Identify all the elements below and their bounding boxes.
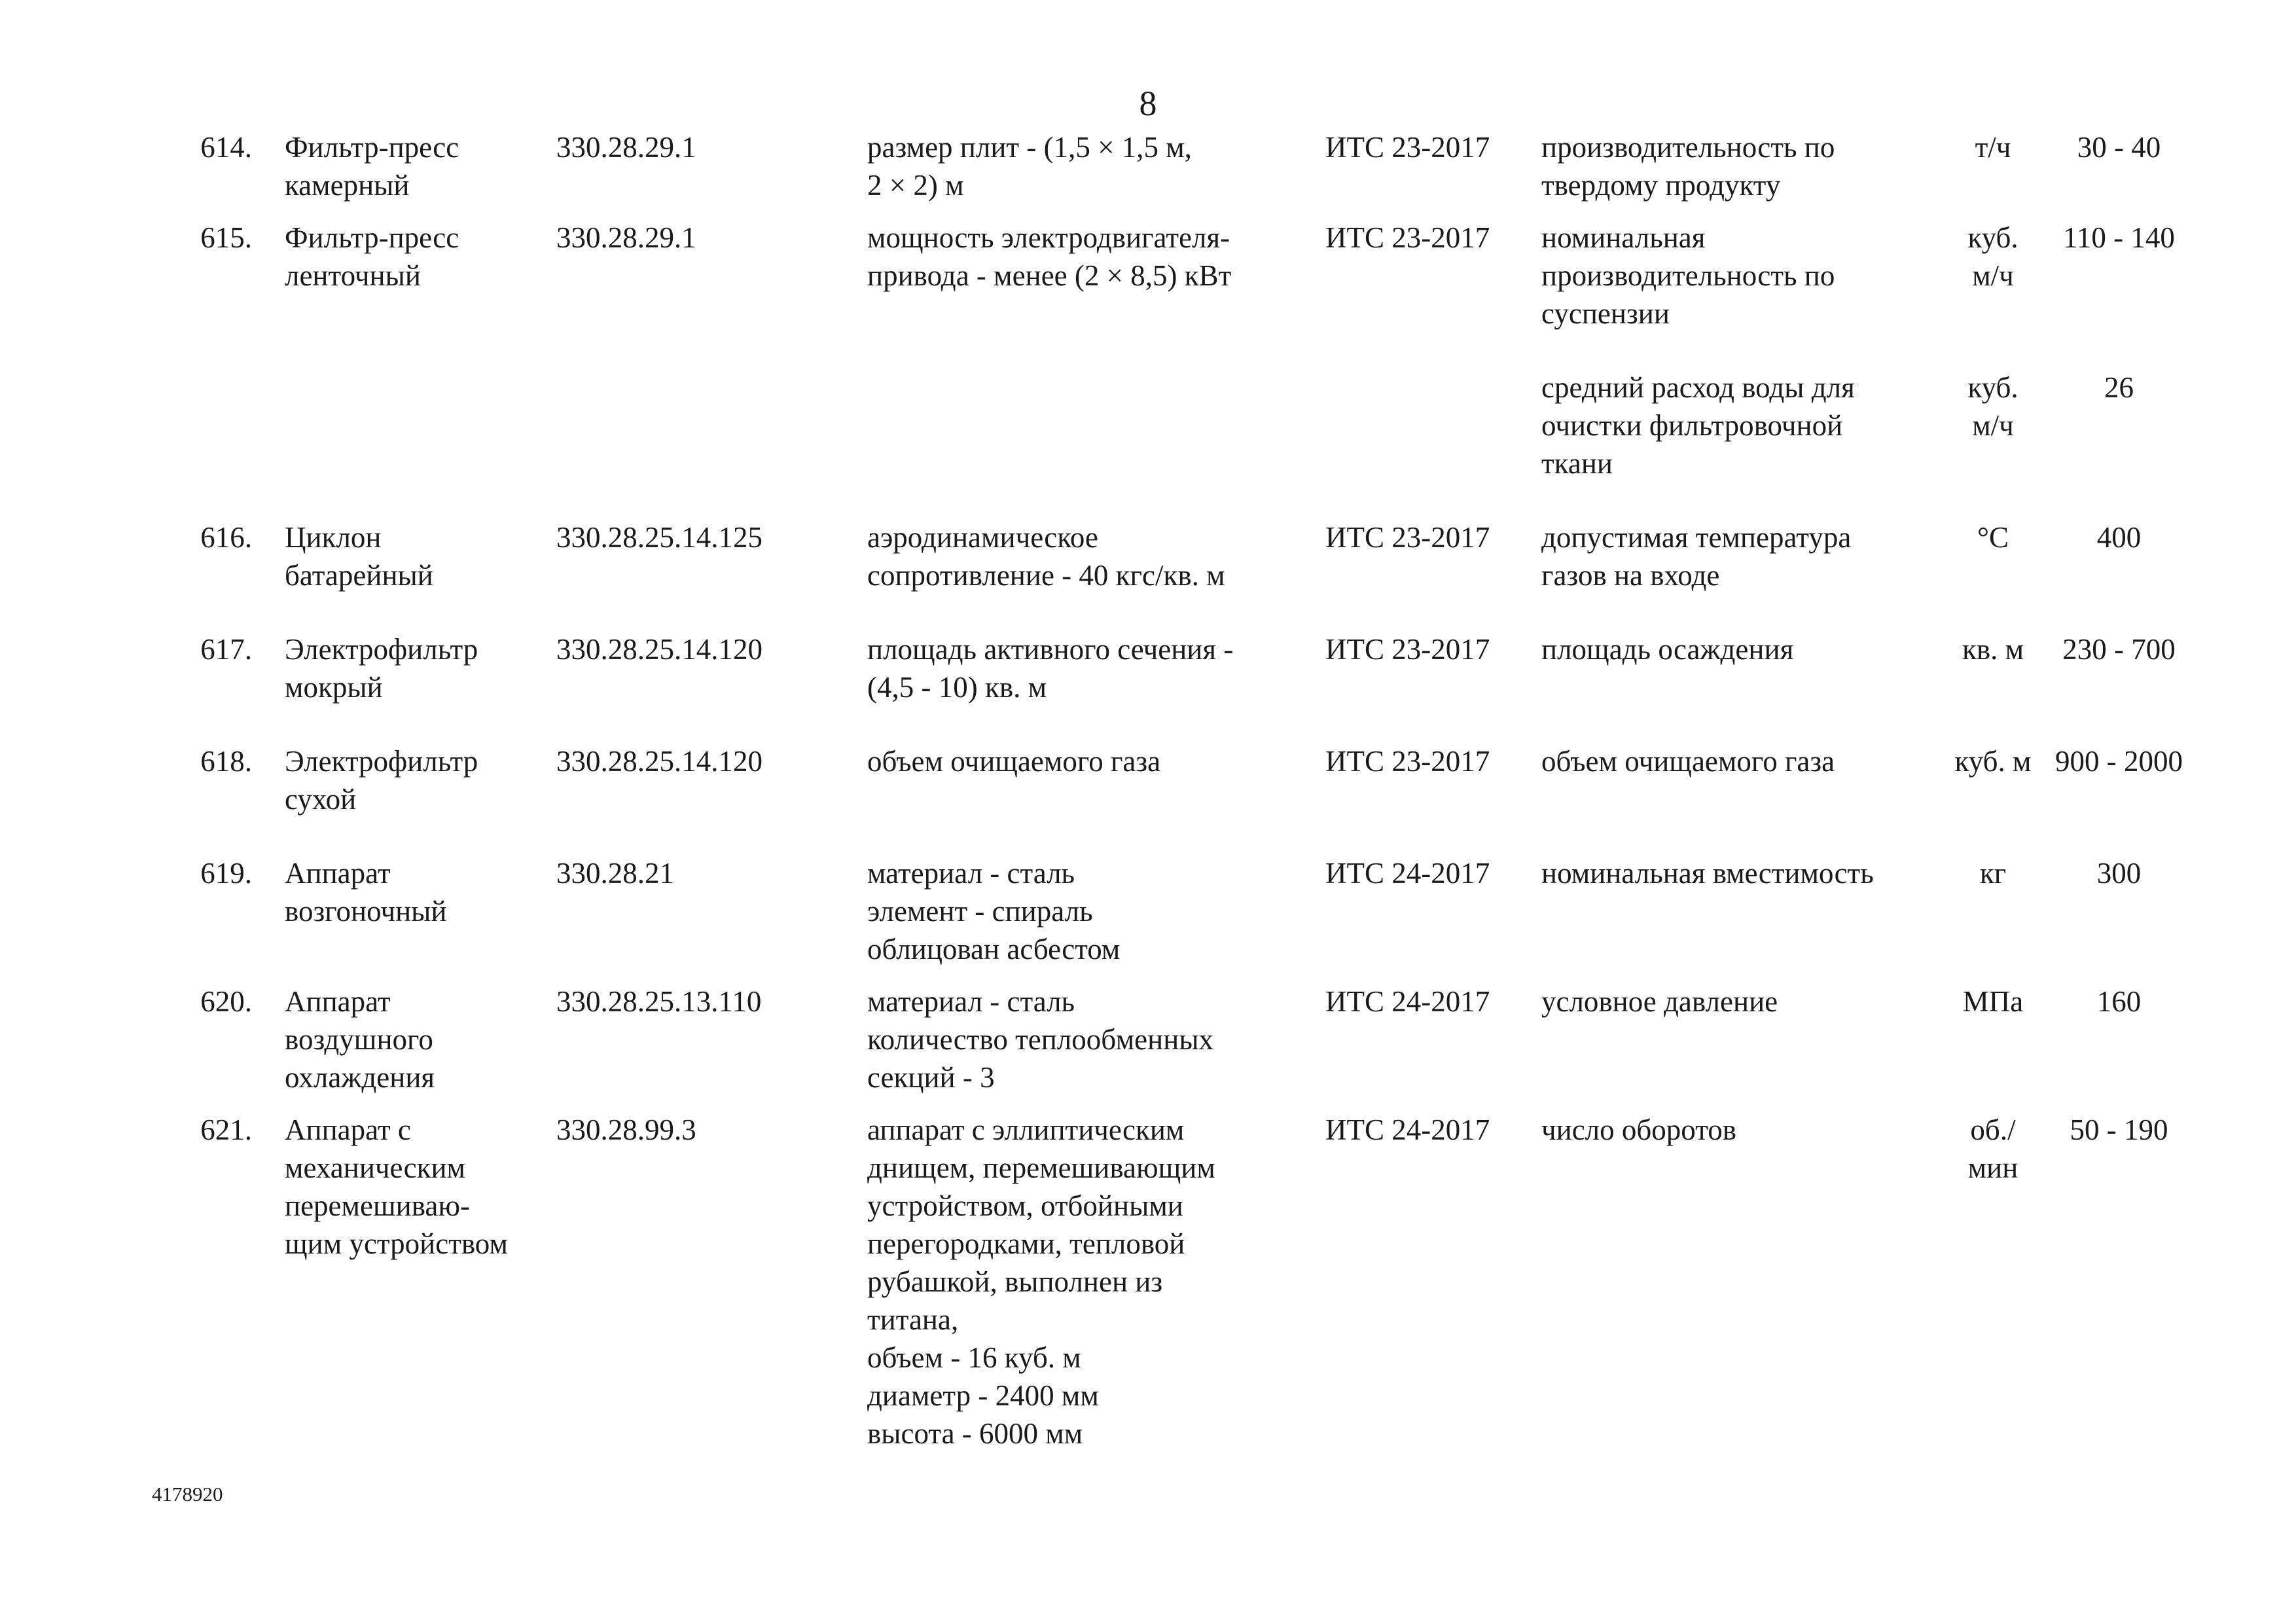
parameter-name: объем очищаемого газа (1541, 745, 1835, 778)
table-row (154, 128, 2199, 219)
okpd-code: 330.28.29.1 (556, 131, 696, 164)
equipment-name (285, 369, 556, 518)
okpd-code: 330.28.29.1 (556, 221, 696, 254)
row-number: 615. (200, 221, 252, 254)
document-code: 4178920 (152, 1483, 223, 1506)
parameter-unit: т/ч (1975, 131, 2011, 164)
equipment-description: материал - сталь элемент - спираль облицован асбестом (867, 857, 1121, 965)
equipment-name: Электрофильтр сухой (285, 745, 478, 816)
table-row (154, 369, 2199, 518)
okpd-code: 330.28.21 (556, 857, 674, 890)
okpd-code: 330.28.25.14.120 (556, 745, 762, 778)
page-number: 8 (1139, 84, 1157, 123)
parameter-unit: МПа (1962, 985, 2024, 1018)
parameter-name: номинальная вместимость (1541, 857, 1874, 890)
equipment-name: Фильтр-пресс камерный (285, 131, 459, 202)
row-number: 619. (200, 857, 252, 890)
equipment-description: материал - сталь количество теплообменных секций - 3 (867, 985, 1214, 1094)
parameter-value: 300 (2096, 857, 2142, 890)
equipment-description: аппарат с эллиптическим днищем, перемешивающим устройством, отбойными перегородками, тепловой рубашкой, выполнен из титана, объем - 16 куб. м диаметр - 2400 мм высота - 6000 мм (867, 1113, 1215, 1450)
parameter-unit: куб. м/ч (1967, 371, 2018, 442)
parameter-value: 30 - 40 (2077, 131, 2161, 164)
row-number: 617. (200, 633, 252, 666)
okpd-code (556, 369, 867, 518)
equipment-name: Электрофильтр мокрый (285, 633, 478, 704)
equipment-name: Фильтр-пресс ленточный (285, 221, 459, 292)
equipment-description: площадь активного сечения - (4,5 - 10) кв. м (867, 633, 1234, 704)
its-reference: ИТС 24-2017 (1325, 857, 1490, 890)
parameter-unit: кв. м (1962, 633, 2024, 666)
parameter-value: 230 - 700 (2062, 633, 2176, 666)
parameter-unit: куб. м (1954, 745, 2032, 778)
parameter-name: производительность по твердому продукту (1541, 131, 1835, 202)
equipment-name: Аппарат с механическим перемешиваю- щим устройством (285, 1113, 508, 1260)
equipment-description: размер плит - (1,5 × 1,5 м, 2 × 2) м (867, 131, 1192, 202)
parameter-name: число оборотов (1541, 1113, 1737, 1146)
okpd-code: 330.28.25.13.110 (556, 985, 762, 1018)
parameter-name: средний расход воды для очистки фильтровочной ткани (1541, 371, 1855, 480)
row-number: 614. (200, 131, 252, 164)
row-number: 616. (200, 521, 252, 554)
equipment-description (867, 369, 1325, 518)
parameter-value: 26 (2104, 371, 2134, 404)
parameter-name: номинальная производительность по суспензии (1541, 221, 1835, 330)
its-reference: ИТС 24-2017 (1325, 1113, 1490, 1146)
row-number: 618. (200, 745, 252, 778)
parameter-value: 400 (2096, 521, 2142, 554)
equipment-description: мощность электродвигателя- привода - менее (2 × 8,5) кВт (867, 221, 1232, 292)
table-row (154, 1111, 2199, 1453)
table-row (154, 518, 2199, 630)
table-row (154, 854, 2199, 983)
equipment-description: объем очищаемого газа (867, 745, 1161, 778)
parameter-value: 50 - 190 (2070, 1113, 2168, 1146)
parameter-name: допустимая температура газов на входе (1541, 521, 1852, 592)
table-row (154, 219, 2199, 369)
okpd-code: 330.28.25.14.125 (556, 521, 762, 554)
parameter-value: 110 - 140 (2063, 221, 2175, 254)
equipment-table (154, 128, 2199, 1453)
parameter-unit: кг (1979, 857, 2007, 890)
table-row (154, 742, 2199, 854)
parameter-name: площадь осаждения (1541, 633, 1794, 666)
its-reference: ИТС 23-2017 (1325, 221, 1490, 254)
row-number: 620. (200, 985, 252, 1018)
parameter-unit: °С (1977, 521, 2009, 554)
equipment-name: Аппарат воздушного охлаждения (285, 985, 435, 1094)
its-reference: ИТС 23-2017 (1325, 633, 1490, 666)
equipment-description: аэродинамическое сопротивление - 40 кгс/кв. м (867, 521, 1225, 592)
okpd-code: 330.28.99.3 (556, 1113, 696, 1146)
equipment-name: Аппарат возгоночный (285, 857, 447, 928)
parameter-name: условное давление (1541, 985, 1778, 1018)
okpd-code: 330.28.25.14.120 (556, 633, 762, 666)
parameter-value: 160 (2096, 985, 2142, 1018)
its-reference: ИТС 23-2017 (1325, 131, 1490, 164)
table-row (154, 983, 2199, 1111)
parameter-value: 900 - 2000 (2055, 745, 2183, 778)
parameter-unit: об./ мин (1967, 1113, 2018, 1184)
table-row (154, 630, 2199, 742)
row-number: 621. (200, 1113, 252, 1146)
parameter-unit: куб. м/ч (1967, 221, 2018, 292)
its-reference: ИТС 23-2017 (1325, 745, 1490, 778)
row-number (154, 369, 285, 518)
its-reference: ИТС 23-2017 (1325, 521, 1490, 554)
equipment-name: Циклон батарейный (285, 521, 433, 592)
its-reference (1325, 369, 1541, 518)
its-reference: ИТС 24-2017 (1325, 985, 1490, 1018)
